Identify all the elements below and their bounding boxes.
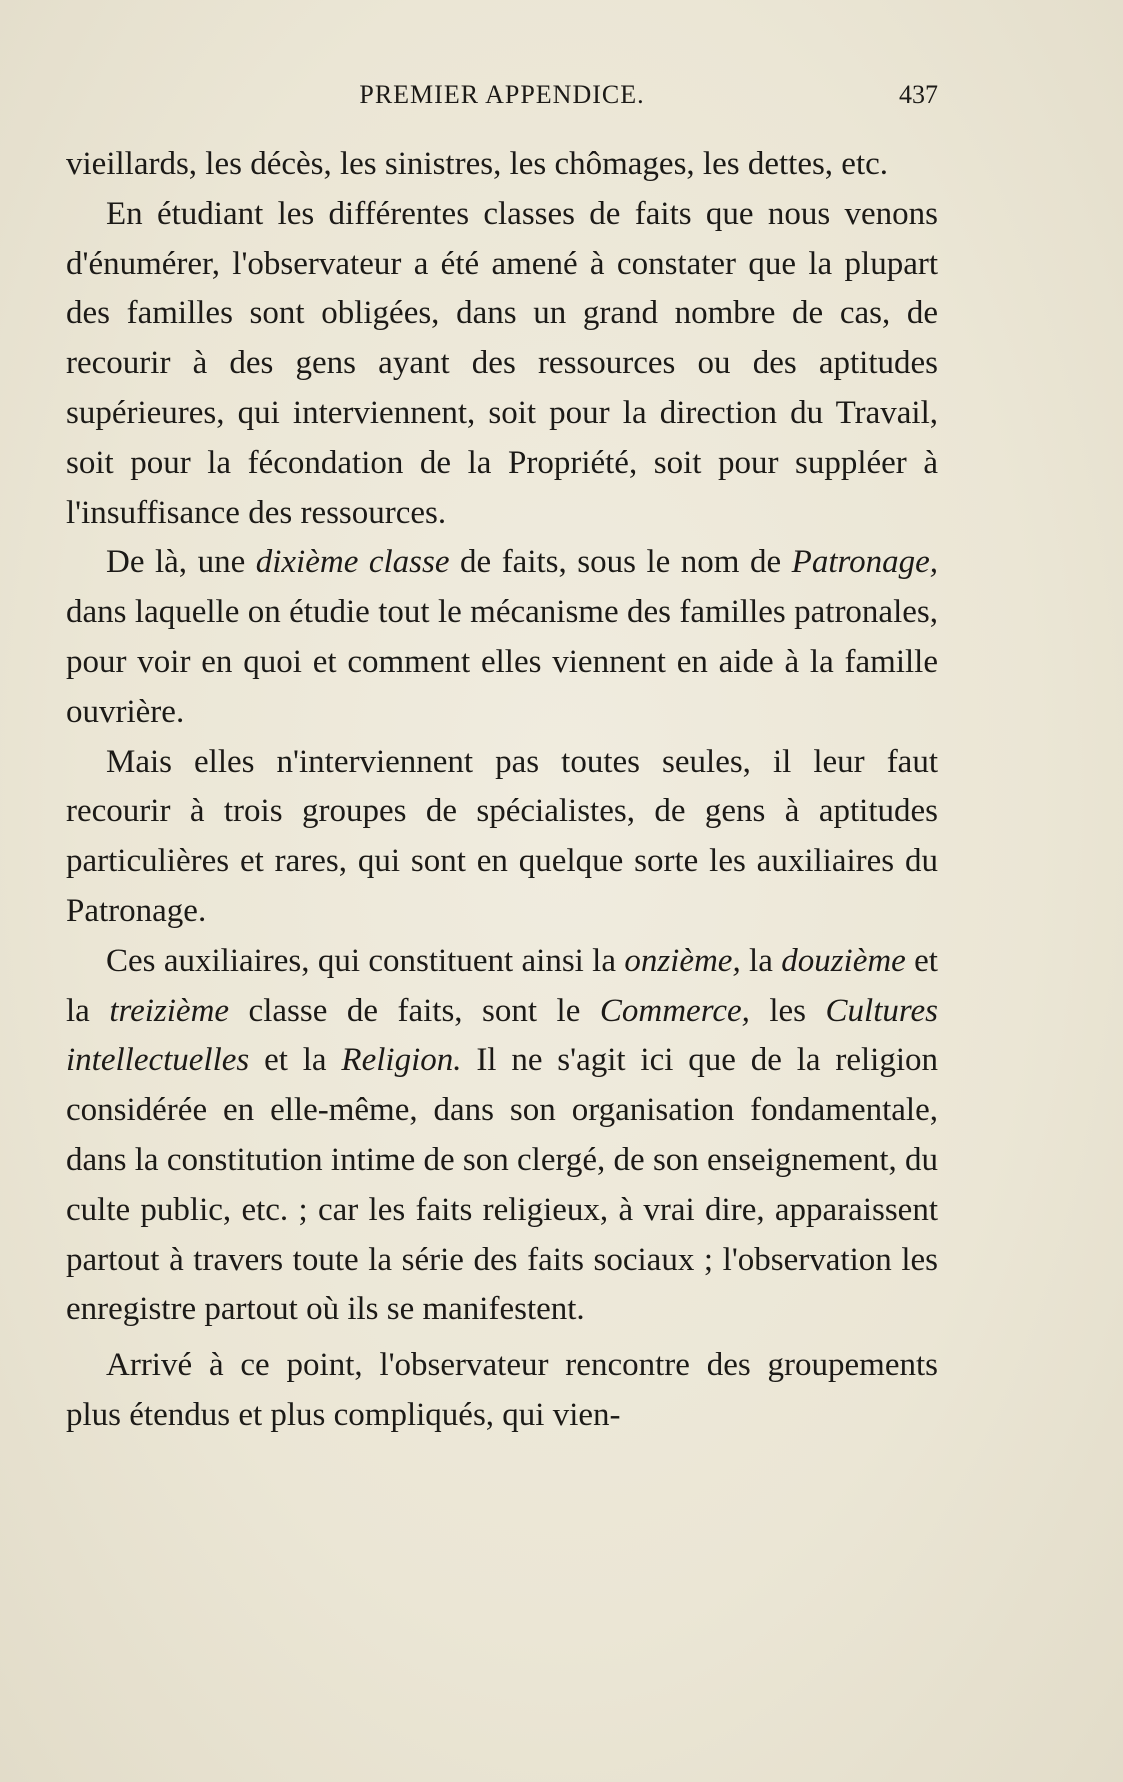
paragraph-5-text: et la xyxy=(66,942,938,1029)
paragraph-3-italic-patronage: Patronage, xyxy=(791,544,938,581)
paragraph-5-italic-cultures-intellectuelles: Cultures intellectuelles xyxy=(66,992,938,1079)
paragraph-3-text: de faits, sous le nom de xyxy=(449,544,792,581)
paragraph-6 xyxy=(66,1341,938,1441)
paragraph-2-text: En étudiant les différentes classes de faits que nous venons d'énumérer, l'observateur a été amené à constater que la plupart des familles sont obligées, dans un grand nombre de cas, de recourir à des gens ayant des ressources ou des aptitudes supérieures, qui interviennent, soit pour la direction du Travail, soit pour la fécondation de la Propriété, soit pour suppléer à l'insuffisance des ressources. xyxy=(66,195,938,531)
page-number: 437 xyxy=(899,80,938,109)
paragraph-3-italic-dixieme-classe: dixième classe xyxy=(255,544,450,581)
paragraph-6-text: Arrivé à ce point, l'observateur rencontre des groupements plus étendus et plus compliqués, qui vien- xyxy=(66,1347,938,1433)
running-head xyxy=(66,74,938,114)
paragraph-5 xyxy=(66,937,938,1335)
paragraph-5-text: la xyxy=(740,942,782,979)
paragraph-5-italic-commerce: Commerce, xyxy=(599,992,750,1029)
paragraph-1 xyxy=(66,140,938,190)
paragraph-3 xyxy=(66,538,938,737)
paragraph-3-text: De là, une xyxy=(106,544,256,581)
paragraph-5-text: Il ne s'agit ici que de la religion considérée en elle-même, dans son organisation fondamentale, dans la constitution intime de son clergé, de son enseignement, du culte public, etc. ; car les faits religieux, à vrai dire, apparaissent partout à travers toute la série des faits sociaux ; l'observation les enregistre partout où ils se manifestent. xyxy=(66,1042,939,1328)
body-text xyxy=(66,140,938,1441)
paragraph-5-text: Ces auxiliaires, qui constituent ainsi la xyxy=(106,942,625,979)
paragraph-5-italic-onzieme: onzième, xyxy=(624,942,741,979)
paragraph-5-text: et la xyxy=(249,1042,342,1079)
paragraph-4-text: Mais elles n'interviennent pas toutes seules, il leur faut recourir à trois groupes de spécialistes, de gens à aptitudes particulières et rares, qui sont en quelque sorte les auxiliaires du Patronage. xyxy=(66,743,938,929)
paragraph-2 xyxy=(66,190,938,539)
paragraph-5-text: les xyxy=(749,992,826,1029)
paragraph-5-italic-douzieme: douzième xyxy=(781,942,906,979)
paragraph-4 xyxy=(66,738,938,937)
paragraph-3-text: dans laquelle on étudie tout le mécanisme des familles patronales, pour voir en quoi et comment elles viennent en aide à la famille ouvrière. xyxy=(66,594,938,730)
paragraph-5-text: classe de faits, sont le xyxy=(229,992,600,1029)
running-title: PREMIER APPENDICE. xyxy=(359,80,645,109)
paragraph-5-italic-religion: Religion. xyxy=(341,1042,462,1079)
paragraph-1-text: vieillards, les décès, les sinistres, les chômages, les dettes, etc. xyxy=(66,146,889,182)
paragraph-5-italic-treizieme: treizième xyxy=(109,992,230,1029)
